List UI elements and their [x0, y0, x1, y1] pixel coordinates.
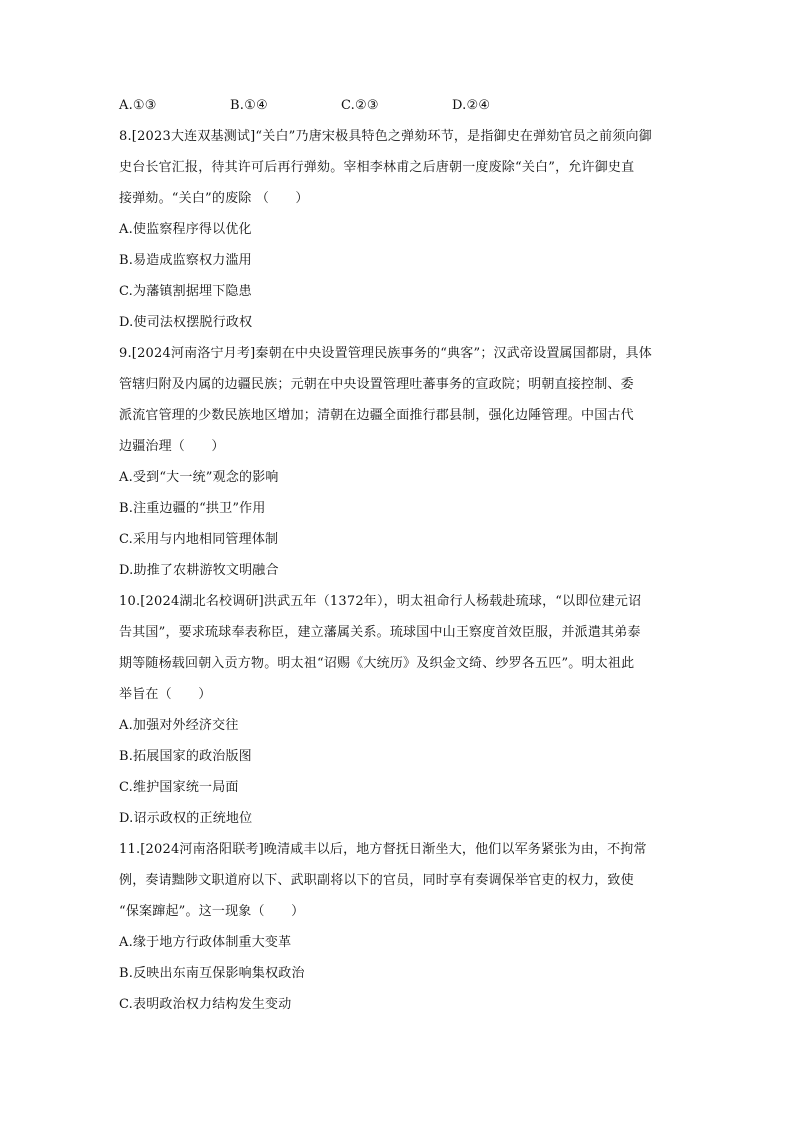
q7-option-b: B.①④ [230, 98, 268, 113]
q9-option-c: C.采用与内地相同管理体制 [119, 532, 279, 547]
q10-option-d: D.诏示政权的正统地位 [119, 811, 253, 826]
q8-option-a: A.使监察程序得以优化 [119, 222, 252, 237]
exam-page [119, 94, 679, 1024]
q10-option-c: C.维护国家统一局面 [119, 780, 239, 795]
question-10 [119, 590, 679, 838]
q11-option-c: C.表明政治权力结构发生变动 [119, 997, 292, 1012]
q11-stem-line-3: “保案蹿起”。这一现象（ ） [119, 904, 305, 919]
q8-option-b: B.易造成监察权力滥用 [119, 253, 252, 268]
q8-stem-line-3: 接弹劾。“关白”的废除 （ ） [119, 191, 309, 206]
q8-option-c: C.为藩镇割据埋下隐患 [119, 284, 252, 299]
q9-option-b: B.注重边疆的“拱卫”作用 [119, 501, 266, 516]
q7-option-d: D.②④ [452, 98, 491, 113]
q10-stem-line-3: 期等随杨载回朝入贡方物。明太祖“诏赐《大统历》及织金文绮、纱罗各五匹”。明太祖此 [119, 656, 635, 671]
q7-option-a: A.①③ [119, 98, 157, 113]
q9-option-a: A.受到“大一统”观念的影响 [119, 470, 279, 485]
q11-stem-line-2: 例，奏请黜陟文职道府以下、武职副将以下的官员，同时享有奏调保举官吏的权力，致使 [119, 873, 634, 888]
q9-option-d: D.助推了农耕游牧文明融合 [119, 563, 279, 578]
q10-stem-line-2: 告其国”，要求琉球奉表称臣，建立藩属关系。琉球国中山王察度首效臣服，并派遣其弟泰 [119, 625, 641, 640]
q8-option-d: D.使司法权摆脱行政权 [119, 315, 253, 330]
q11-stem-line-1: 11.[2024河南洛阳联考]晚清咸丰以后，地方督抚日渐坐大，他们以军务紧张为由，不拘常 [119, 842, 647, 857]
q7-option-c: C.②③ [341, 98, 379, 113]
q11-option-a: A.缘于地方行政体制重大变革 [119, 935, 292, 950]
q10-option-b: B.拓展国家的政治版图 [119, 749, 252, 764]
q8-stem-line-1: 8.[2023大连双基测试]“关白”乃唐宋极具特色之弹劾环节，是指御史在弹劾官员之前须向御 [119, 129, 652, 144]
q10-stem-line-4: 举旨在（ ） [119, 687, 212, 702]
question-11 [119, 838, 679, 1024]
q9-stem-line-1: 9.[2024河南洛宁月考]秦朝在中央设置管理民族事务的“典客”；汉武帝设置属国都尉，具体 [119, 346, 652, 361]
q10-option-a: A.加强对外经济交往 [119, 718, 239, 733]
question-8 [119, 125, 679, 342]
q9-stem-line-3: 派流官管理的少数民族地区增加；清朝在边疆全面推行郡县制，强化边陲管理。中国古代 [119, 408, 634, 423]
q10-stem-line-1: 10.[2024湖北名校调研]洪武五年（1372年），明太祖命行人杨载赴琉球，“以即位建元诏 [119, 594, 642, 609]
q7-options [119, 94, 679, 125]
q11-option-b: B.反映出东南互保影响集权政治 [119, 966, 305, 981]
q9-stem-line-4: 边疆治理（ ） [119, 439, 225, 454]
q9-stem-line-2: 管辖归附及内属的边疆民族；元朝在中央设置管理吐蕃事务的宣政院；明朝直接控制、委 [119, 377, 634, 392]
question-9 [119, 342, 679, 590]
q8-stem-line-2: 史台长官汇报，待其许可后再行弹劾。宰相李林甫之后唐朝一度废除“关白”，允许御史直 [119, 160, 635, 175]
